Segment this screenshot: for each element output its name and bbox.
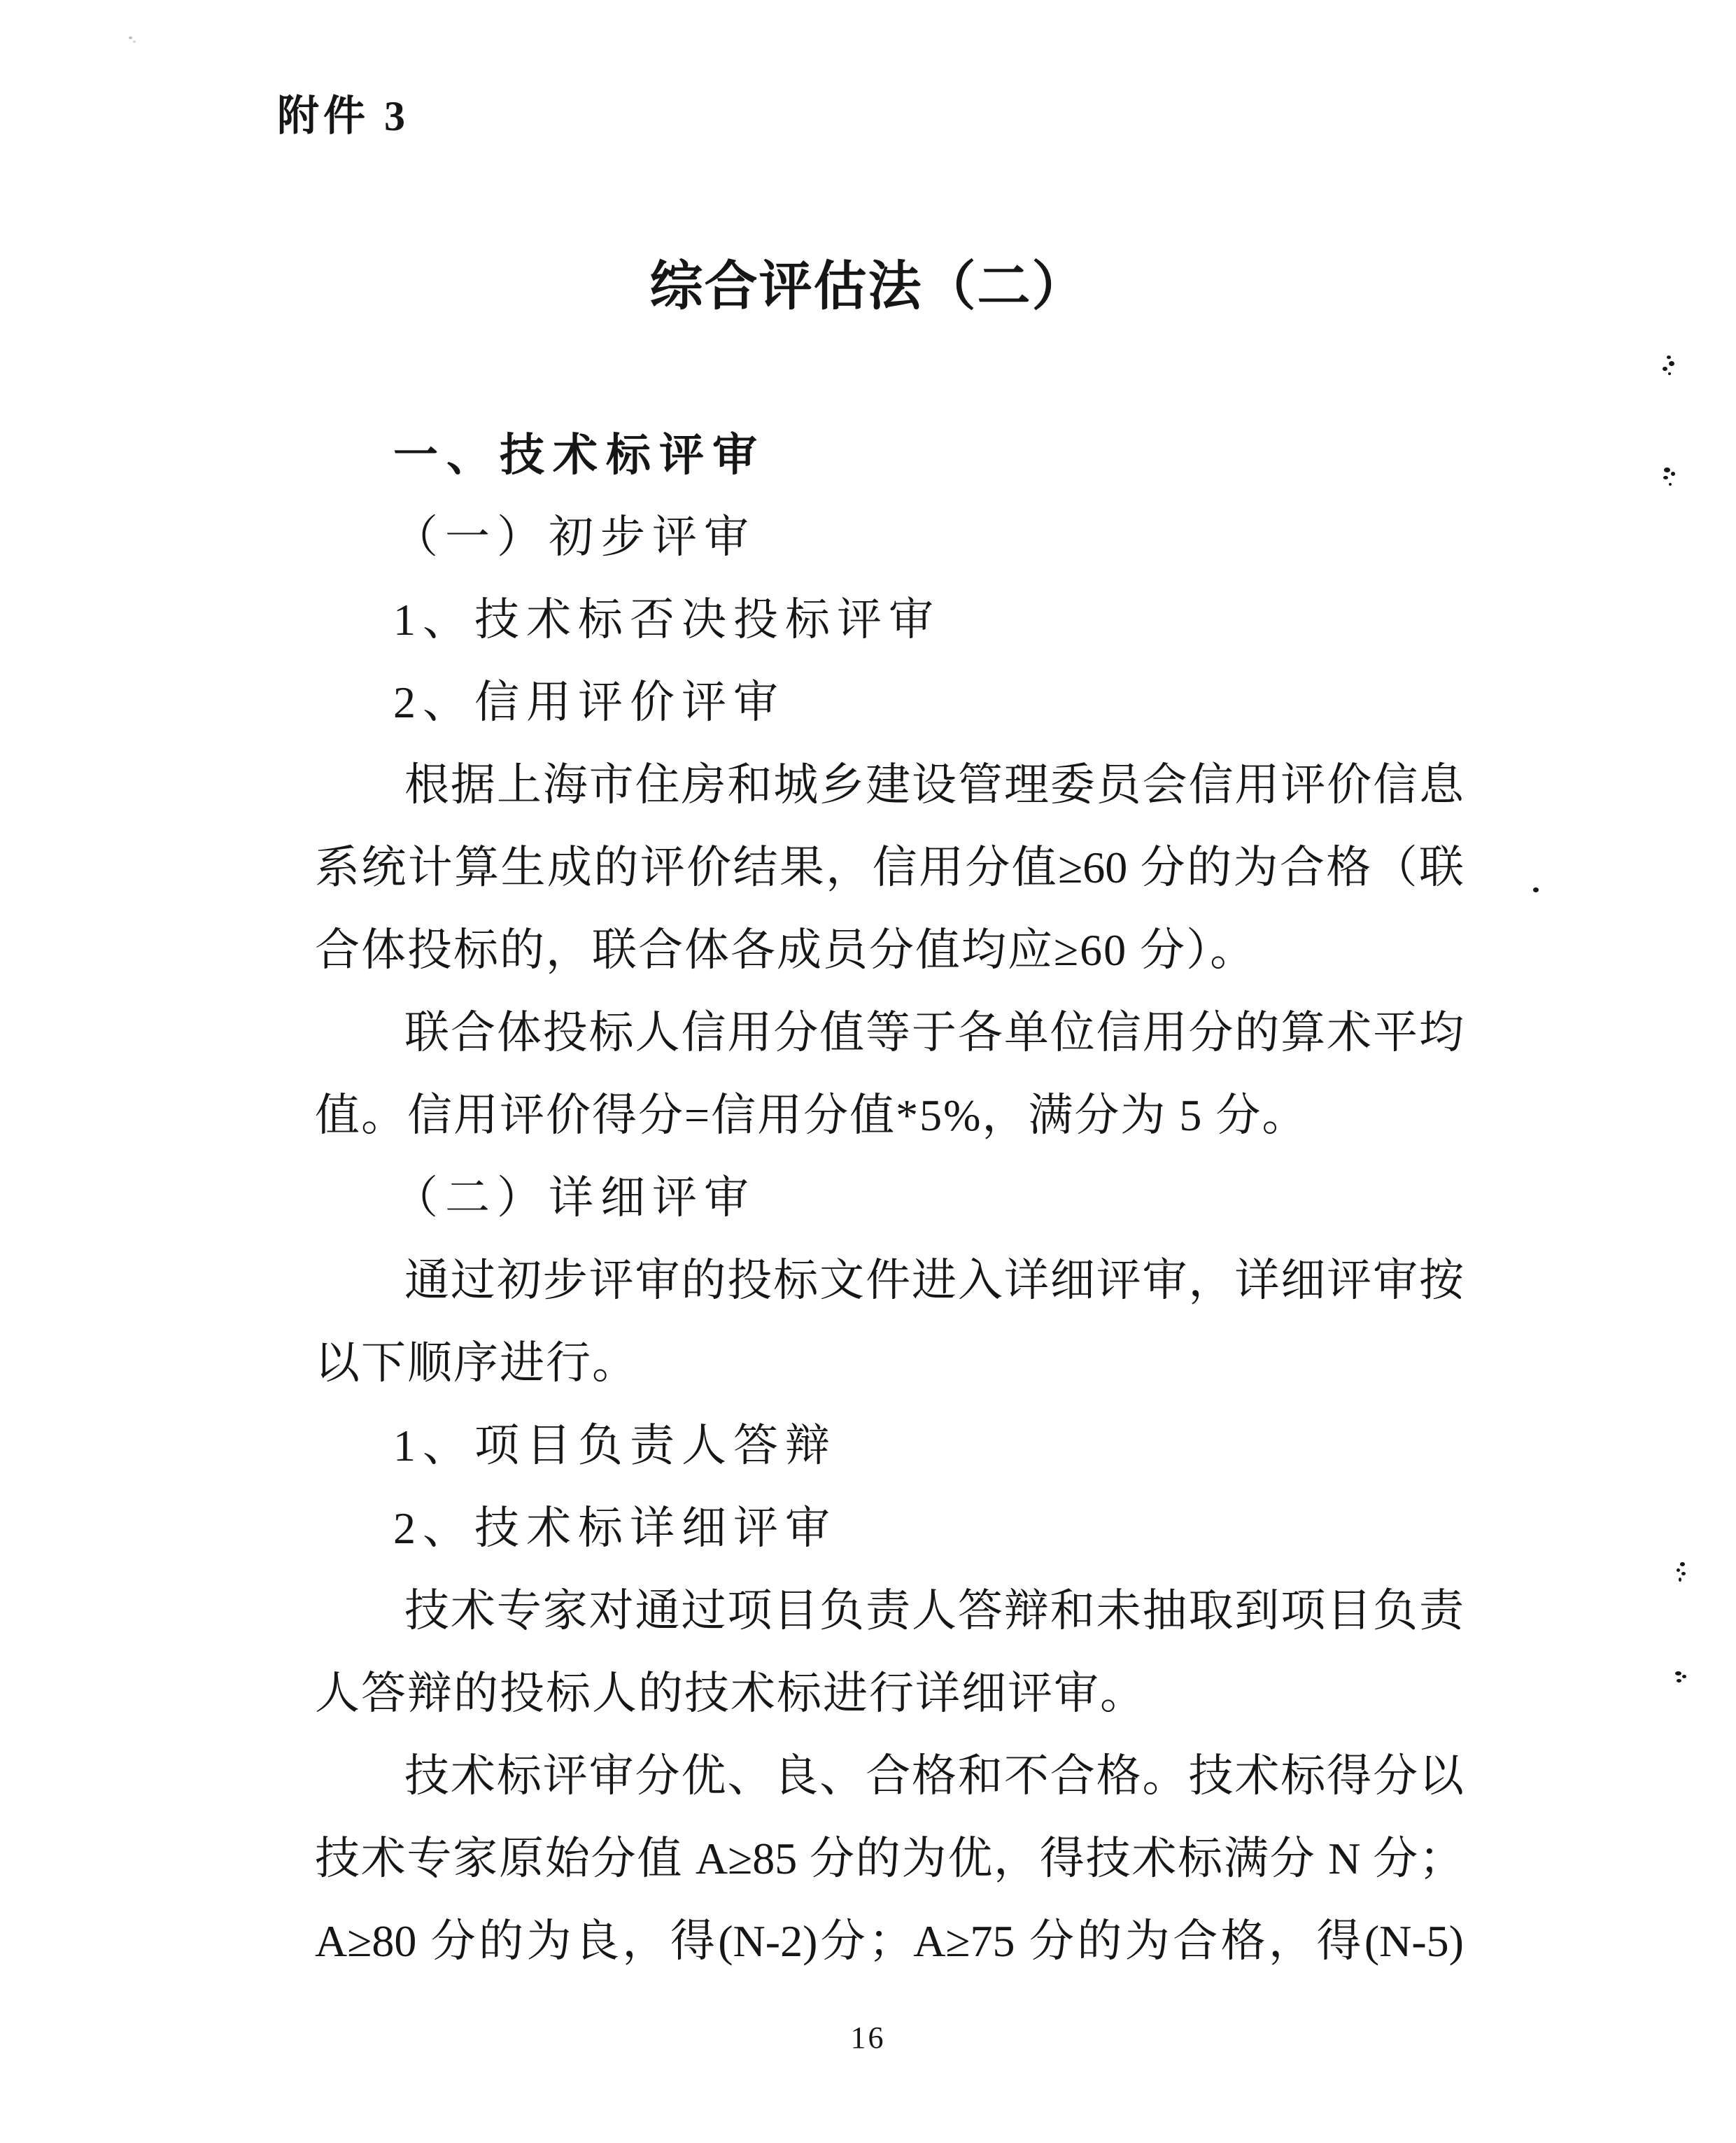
list-item-1-veto-review: 1、技术标否决投标评审	[393, 595, 940, 645]
list-item-2-credit-review: 2、信用评价评审	[393, 677, 785, 727]
document-title: 综合评估法（二）	[649, 258, 1087, 316]
paragraph-line: 技术专家对通过项目负责人答辩和未抽取到项目负责	[404, 1586, 1464, 1636]
paragraph-line: 系统计算生成的评价结果，信用分值≥60 分的为合格（联	[315, 843, 1464, 892]
paragraph-line: A≥80 分的为良，得(N-2)分；A≥75 分的为合格，得(N-5)	[315, 1916, 1464, 1966]
subsection-heading-preliminary-review: （一）初步评审	[393, 512, 756, 562]
paragraph-line: 值。信用评价得分=信用分值*5%，满分为 5 分。	[315, 1090, 1308, 1140]
list-item-1-project-leader-defense: 1、项目负责人答辩	[393, 1421, 837, 1470]
paragraph-line: 根据上海市住房和城乡建设管理委员会信用评价信息	[404, 760, 1464, 810]
section-heading-technical-bid-review: 一、技术标评审	[393, 430, 765, 480]
subsection-heading-detailed-review: （二）详细评审	[393, 1173, 756, 1223]
paragraph-line: 联合体投标人信用分值等于各单位信用分的算术平均	[404, 1008, 1464, 1058]
page-number: 16	[850, 2021, 886, 2055]
paragraph-line: 通过初步评审的投标文件进入详细评审，详细评审按	[404, 1256, 1464, 1305]
attachment-label: 附件 3	[277, 93, 409, 139]
paragraph-line: 技术标评审分优、良、合格和不合格。技术标得分以	[404, 1751, 1464, 1801]
paragraph-line: 合体投标的，联合体各成员分值均应≥60 分）。	[315, 925, 1257, 975]
paragraph-line: 人答辩的投标人的技术标进行详细评审。	[315, 1668, 1146, 1718]
paragraph-line: 以下顺序进行。	[315, 1338, 638, 1388]
paragraph-line: 技术专家原始分值 A≥85 分的为优，得技术标满分 N 分；	[315, 1834, 1464, 1883]
list-item-2-technical-detailed-review: 2、技术标详细评审	[393, 1503, 837, 1553]
